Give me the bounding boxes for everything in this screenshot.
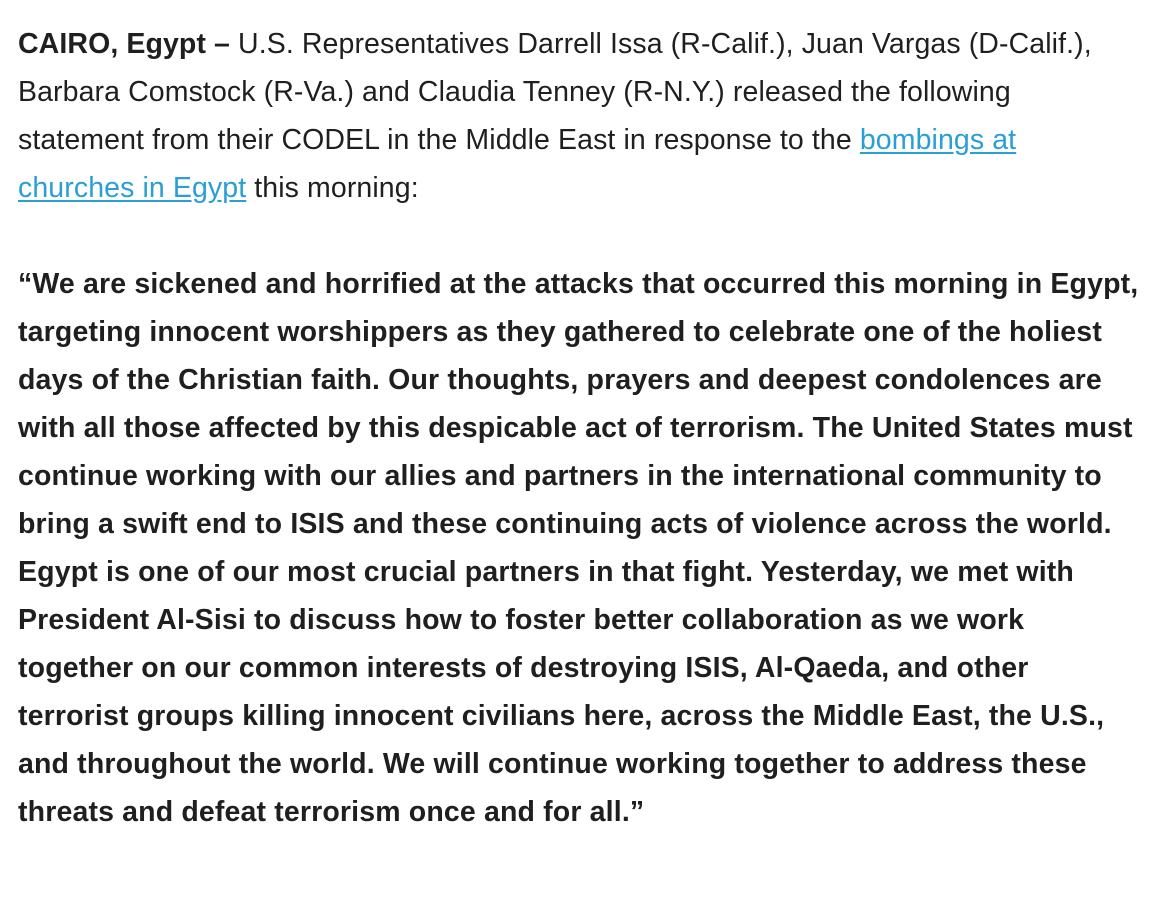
lead-paragraph [18,20,1140,212]
bombings-link[interactable]: bombings at churches in Egypt [18,124,1017,204]
lead-text-after-link: this morning: [246,172,419,204]
dateline: CAIRO, Egypt – [18,28,231,60]
lead-text-before-link: U.S. Representatives Darrell Issa (R-Calif.), Juan Vargas (D-Calif.), Barbara Comstock (R-Va.) and Claudia Tenney (R-N.Y.) released the following statement from their CODEL in the Middle East in response to the [18,28,1092,156]
statement-quote: “We are sickened and horrified at the attacks that occurred this morning in Egypt, targeting innocent worshippers as they gathered to celebrate one of the holiest days of the Christian faith. Our thoughts, prayers and deepest condolences are with all those affected by this despicable act of terrorism. The United States must continue working with our allies and partners in the international community to bring a swift end to ISIS and these continuing acts of violence across the world. Egypt is one of our most crucial partners in that fight. Yesterday, we met with President Al-Sisi to discuss how to foster better collaboration as we work together on our common interests of destroying ISIS, Al-Qaeda, and other terrorist groups killing innocent civilians here, across the Middle East, the U.S., and throughout the world. We will continue working together to address these threats and defeat terrorism once and for all.” [18,268,1139,828]
